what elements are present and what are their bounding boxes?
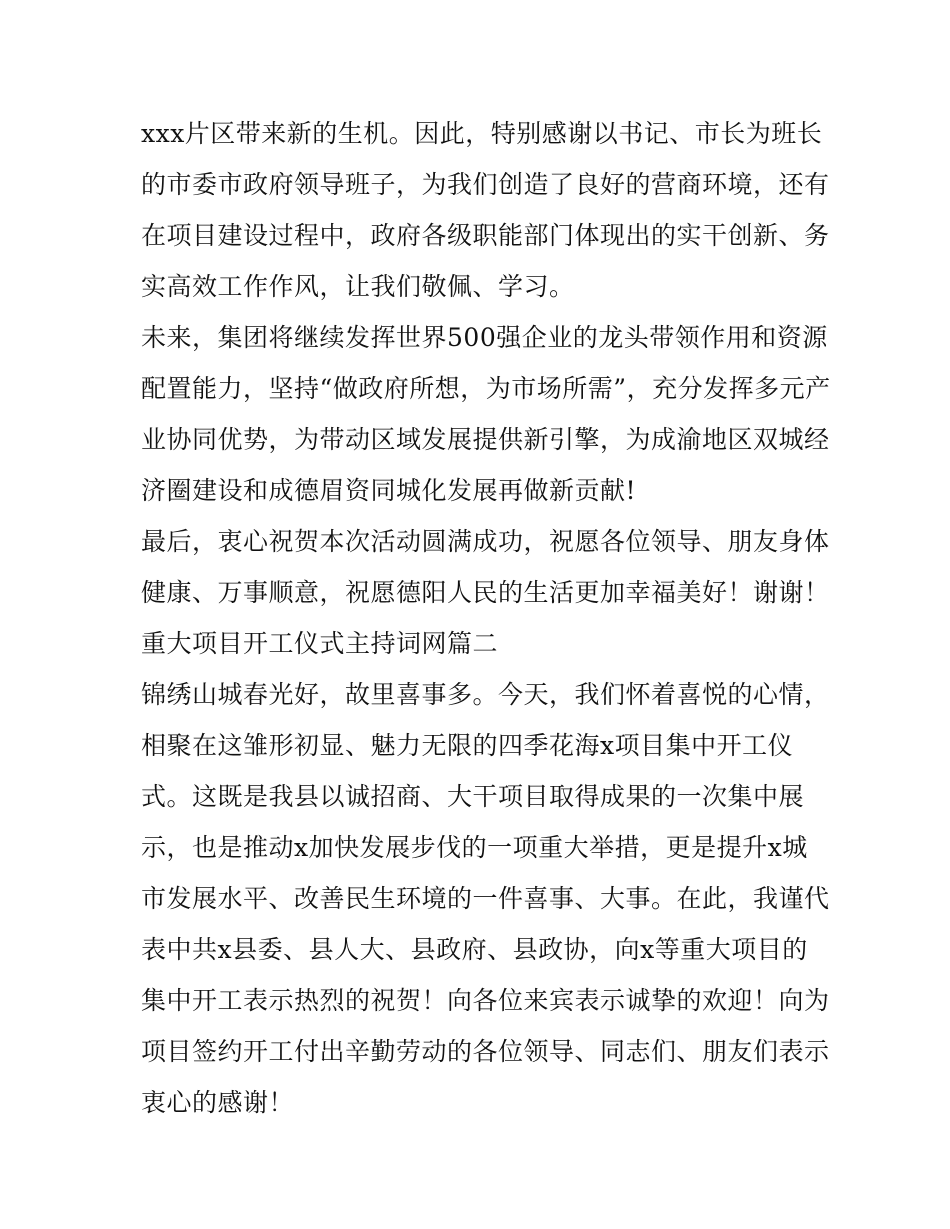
text-line: 济圈建设和成德眉资同城化发展再做新贡献! xyxy=(141,476,637,505)
text-line: xxx片区带来新的生机。因此，特别感谢以书记、市长为班长 xyxy=(141,119,823,148)
text-line: 健康、万事顺意，祝愿德阳人民的生活更加幸福美好！谢谢！ xyxy=(141,578,830,607)
document-body xyxy=(141,108,831,1128)
text-line: 示，也是推动x加快发展步伐的一项重大举措，更是提升x城 xyxy=(141,833,808,862)
text-line: 式。这既是我县以诚招商、大干项目取得成果的一次集中展 xyxy=(141,782,805,811)
text-line: 集中开工表示热烈的祝贺！向各位来宾表示诚挚的欢迎！向为 xyxy=(141,986,830,1015)
text-line: 在项目建设过程中，政府各级职能部门体现出的实干创新、务 xyxy=(141,221,830,250)
text-line: 相聚在这雏形初显、魅力无限的四季花海x项目集中开工仪 xyxy=(141,731,794,760)
text-line: 实高效工作作风，让我们敬佩、学习。 xyxy=(141,272,575,301)
text-line: 表中共x县委、县人大、县政府、县政协，向x等重大项目的 xyxy=(141,935,808,964)
text-line: 的市委市政府领导班子，为我们创造了良好的营商环境，还有 xyxy=(141,170,830,199)
text-line: 市发展水平、改善民生环境的一件喜事、大事。在此，我谨代 xyxy=(141,884,830,913)
text-line: 项目签约开工付出辛勤劳动的各位领导、同志们、朋友们表示 xyxy=(141,1037,830,1066)
text-line: 最后，衷心祝贺本次活动圆满成功，祝愿各位领导、朋友身体 xyxy=(141,527,830,556)
section-heading: 重大项目开工仪式主持词网篇二 xyxy=(141,629,499,658)
text-line: 锦绣山城春光好，故里喜事多。今天，我们怀着喜悦的心情， xyxy=(141,680,830,709)
text-line: 衷心的感谢！ xyxy=(141,1088,295,1117)
text-line: 配置能力，坚持“做政府所想，为市场所需”，充分发挥多元产 xyxy=(141,374,831,403)
text-line: 未来，集团将继续发挥世界500强企业的龙头带领作用和资源 xyxy=(141,323,828,352)
text-line: 业协同优势，为带动区域发展提供新引擎，为成渝地区双城经 xyxy=(141,425,830,454)
